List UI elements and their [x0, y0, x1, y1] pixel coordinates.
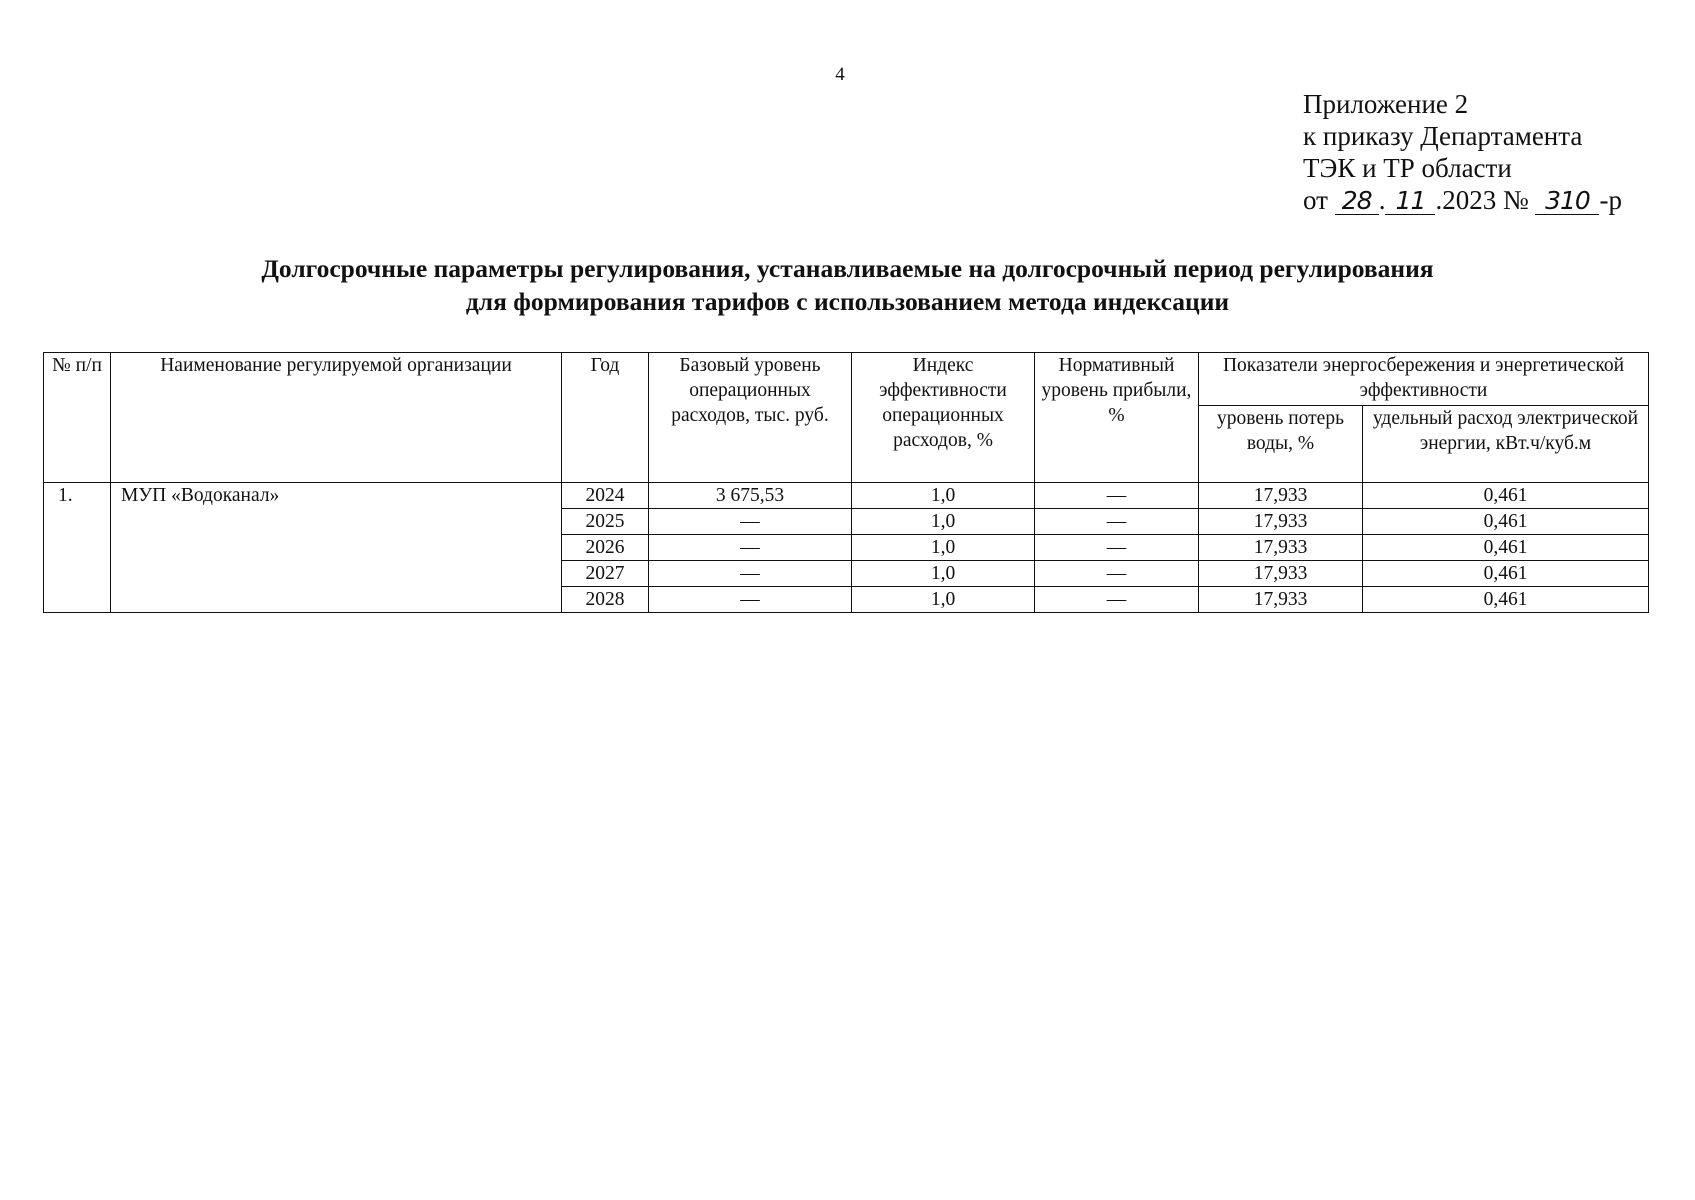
cell-year: 2026	[562, 535, 649, 561]
cell-profit-level: —	[1035, 535, 1199, 561]
date-prefix: от	[1303, 185, 1328, 215]
appendix-line-1: Приложение 2	[1303, 89, 1469, 119]
cell-base-expenses: —	[649, 509, 852, 535]
cell-efficiency-index: 1,0	[852, 483, 1035, 509]
date-separator: .	[1378, 185, 1386, 215]
header-profit-level: Нормативный уровень прибыли, %	[1035, 353, 1199, 483]
appendix-line-3: ТЭК и ТР области	[1303, 153, 1512, 183]
appendix-line-2: к приказу Департамента	[1303, 121, 1583, 151]
cell-efficiency-index: 1,0	[852, 587, 1035, 613]
appendix-date-line	[1303, 184, 1622, 216]
cell-efficiency-index: 1,0	[852, 535, 1035, 561]
title-line-1: Долгосрочные параметры регулирования, устанавливаемые на долгосрочный период регулирования	[261, 254, 1434, 283]
header-energy-group: Показатели энергосбережения и энергетической эффективности	[1199, 353, 1649, 406]
date-day-handwritten: 28	[1335, 188, 1379, 215]
cell-energy-consumption: 0,461	[1363, 561, 1649, 587]
cell-profit-level: —	[1035, 509, 1199, 535]
header-base-expenses: Базовый уровень операционных расходов, тыс. руб.	[649, 353, 852, 483]
table-row	[44, 483, 1649, 509]
date-month-handwritten: 11	[1385, 188, 1435, 215]
header-efficiency-index: Индекс эффективности операционных расходов, %	[852, 353, 1035, 483]
cell-energy-consumption: 0,461	[1363, 483, 1649, 509]
appendix-block	[1303, 88, 1622, 216]
cell-energy-consumption: 0,461	[1363, 535, 1649, 561]
header-energy-consumption: удельный расход электрической энергии, кВт.ч/куб.м	[1363, 406, 1649, 483]
cell-energy-consumption: 0,461	[1363, 509, 1649, 535]
cell-efficiency-index: 1,0	[852, 509, 1035, 535]
order-number-handwritten: 310	[1535, 188, 1599, 215]
cell-water-losses: 17,933	[1199, 587, 1363, 613]
cell-profit-level: —	[1035, 483, 1199, 509]
cell-water-losses: 17,933	[1199, 509, 1363, 535]
regulation-parameters-table	[43, 352, 1649, 613]
page-number: 4	[835, 64, 845, 85]
cell-profit-level: —	[1035, 587, 1199, 613]
cell-year: 2025	[562, 509, 649, 535]
header-year: Год	[562, 353, 649, 483]
cell-efficiency-index: 1,0	[852, 561, 1035, 587]
date-year: .2023 №	[1435, 185, 1529, 215]
cell-year: 2024	[562, 483, 649, 509]
header-organization: Наименование регулируемой организации	[111, 353, 562, 483]
cell-year: 2027	[562, 561, 649, 587]
title-line-2: для формирования тарифов с использованием метода индексации	[465, 287, 1230, 316]
cell-base-expenses: —	[649, 561, 852, 587]
cell-base-expenses: —	[649, 587, 852, 613]
cell-water-losses: 17,933	[1199, 483, 1363, 509]
header-water-losses: уровень потерь воды, %	[1199, 406, 1363, 483]
cell-energy-consumption: 0,461	[1363, 587, 1649, 613]
header-num: № п/п	[44, 353, 111, 483]
cell-water-losses: 17,933	[1199, 535, 1363, 561]
document-title	[60, 252, 1635, 318]
organization-name: МУП «Водоканал»	[111, 483, 562, 613]
cell-water-losses: 17,933	[1199, 561, 1363, 587]
cell-profit-level: —	[1035, 561, 1199, 587]
order-suffix: -р	[1599, 185, 1622, 215]
row-number: 1.	[44, 483, 111, 613]
cell-year: 2028	[562, 587, 649, 613]
cell-base-expenses: 3 675,53	[649, 483, 852, 509]
cell-base-expenses: —	[649, 535, 852, 561]
